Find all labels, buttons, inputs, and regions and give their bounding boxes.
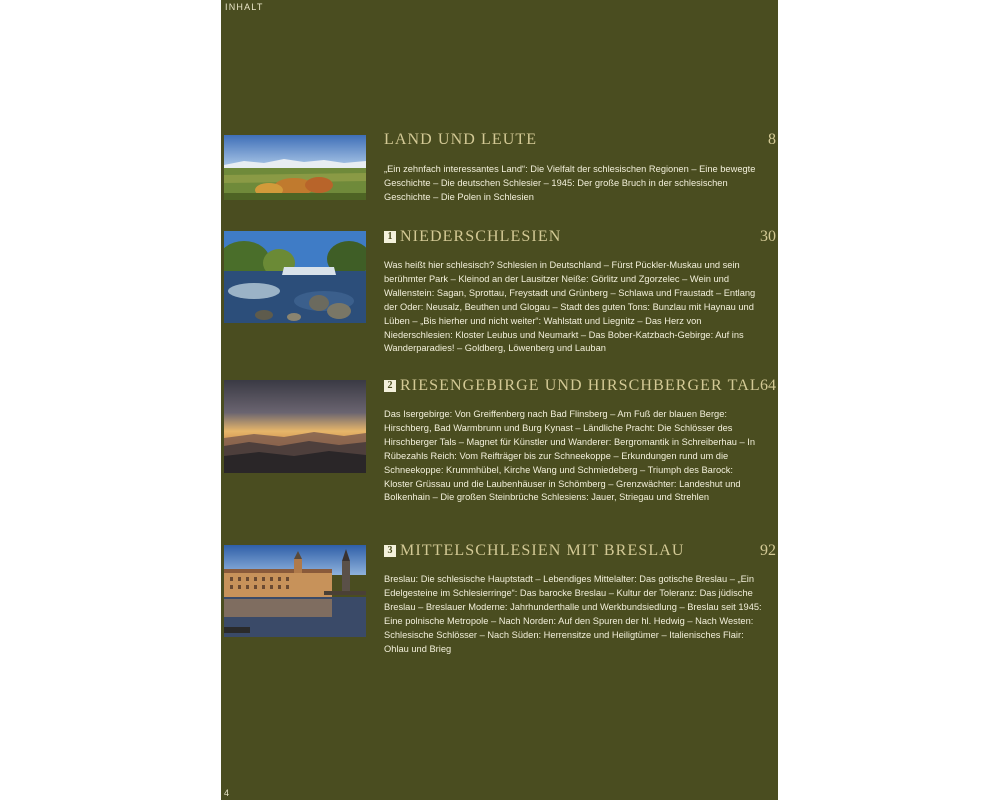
chapter-title: NIEDERSCHLESIEN bbox=[400, 228, 562, 245]
page-number-ref: 8 bbox=[768, 131, 776, 148]
chapter-number: 3 bbox=[384, 545, 396, 557]
chapter-description: Was heißt hier schlesisch? Schlesien in Deutschland – Fürst Pückler-Muskau und sein berühmter Park – Kleinod an der Lausitzer Neiße: Görlitz und Zgorzelec – Wein und Wallenstein: Sagan, Sprottau, Freystadt und Grünberg – Schlawa und Fraustadt – Entlang der Oder: Neusalz, Beuthen und Glogau – Stadt des guten Tons: Bunzlau mit Haynau und Lüben – „Bis hierher und nicht weiter“: Wahlstatt und Liegnitz – Das Herz von Niederschlesien: Kloster Leubus und Neumarkt – Das Bober-Katzbach-Gebirge: Auf ins Wanderparadies! – Goldberg, Löwenberg und Lauban bbox=[384, 260, 756, 354]
chapter-description: Das Isergebirge: Von Greiffenberg nach Bad Flinsberg – Am Fuß der blauen Berge: Hirschberg, Bad Warmbrunn und Burg Kynast – Ländliche Pracht: Die Schlösser des Hirschberger Tals – Magnet für Künstler und Wanderer: Bergromantik in Schreiberhau – In Rübezahls Reich: Vom Reifträger bis zur Schneekoppe – Erkundungen rund um die Schneekoppe: Krummhübel, Kirche Wang und Schmiedeberg – Triumph des Barock: Kloster Grüssau und die Laubenhäuser in Schömberg – Grenzwächter: Landeshut und Bolkenhain – Die großen Steinbrüche Schlesiens: Jauer, Striegau und Strehlen bbox=[384, 409, 756, 503]
mountain-sunset-photo bbox=[224, 380, 366, 473]
entry-heading bbox=[384, 377, 776, 397]
entry-heading bbox=[384, 131, 776, 151]
chapter-title: RIESENGEBIRGE UND HIRSCHBERGER TAL bbox=[400, 377, 761, 394]
chapter-title: LAND UND LEUTE bbox=[384, 131, 538, 148]
breslau-riverside-photo bbox=[224, 545, 366, 637]
chapter-description: „Ein zehnfach interessantes Land“: Die Vielfalt der schlesischen Regionen – Eine bewegte Geschichte – Die deutschen Schlesier – 1945: Der große Bruch in der schlesischen Geschichte – Die Polen in Schlesien bbox=[384, 164, 756, 202]
landscape-photo bbox=[224, 135, 366, 200]
page-number-ref: 64 bbox=[760, 377, 776, 394]
section-label: INHALT bbox=[225, 2, 264, 12]
chapter-number: 2 bbox=[384, 380, 396, 392]
contents-page bbox=[221, 0, 778, 800]
chapter-number: 1 bbox=[384, 231, 396, 243]
entry-heading bbox=[384, 228, 776, 248]
chapter-description: Breslau: Die schlesische Hauptstadt – Lebendiges Mittelalter: Das gotische Breslau – „Ein Edelgesteine im Schlesierringe“: Das barocke Breslau – Kultur der Toleranz: Das jüdische Breslau – Breslauer Moderne: Jahrhunderthalle und Werkbundsiedlung – Breslau seit 1945: Eine polnische Metropole – Nach Norden: Auf den Spuren der hl. Hedwig – Nach Westen: Schlesische Schlösser – Nach Süden: Herrensitze und Heiligtümer – Italienisches Flair: Ohlau und Brieg bbox=[384, 574, 762, 654]
entry-heading bbox=[384, 542, 776, 562]
page-number-ref: 92 bbox=[760, 542, 776, 559]
page-number-ref: 30 bbox=[760, 228, 776, 245]
river-photo bbox=[224, 231, 366, 323]
chapter-title: MITTELSCHLESIEN MIT BRESLAU bbox=[400, 542, 685, 559]
folio: 4 bbox=[224, 788, 230, 798]
